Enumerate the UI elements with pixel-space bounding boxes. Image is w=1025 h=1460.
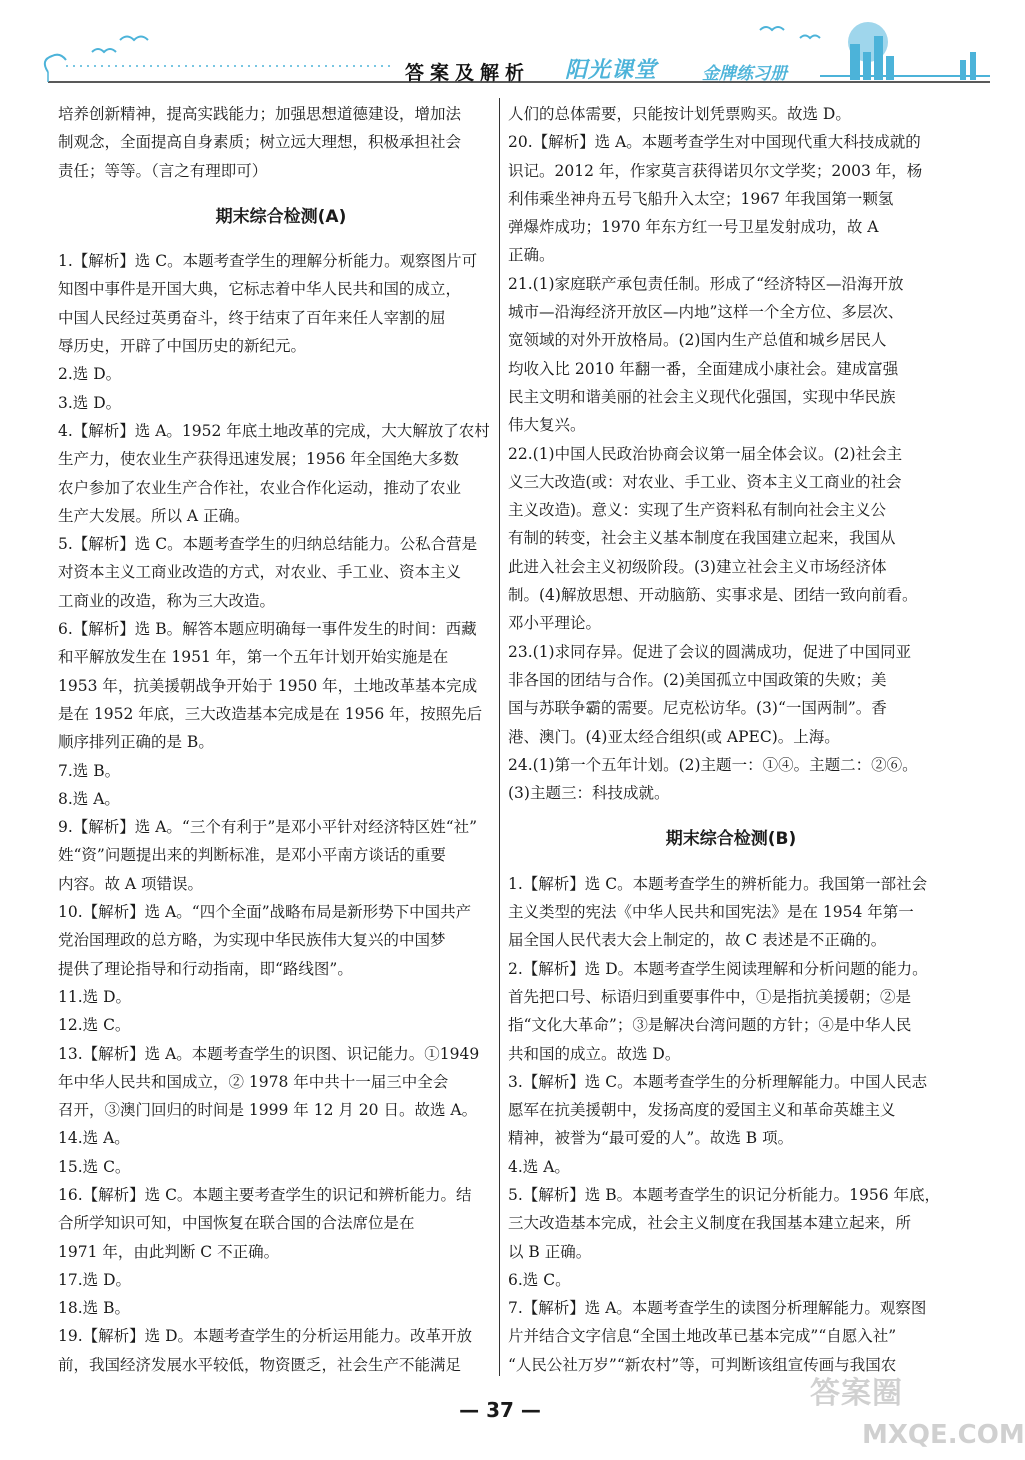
text-line: 正确。 [508,246,555,265]
text-line: 20.【解析】选 A。本题考查学生对中国现代重大科技成就的 [508,133,921,152]
answer-item [58,247,504,360]
text-line: 和平解放发生在 1951 年，第一个五年计划开始实施是在 [58,648,449,667]
answer-item [58,417,504,530]
text-line: (3)主题三：科技成就。 [508,784,670,803]
text-line: 3.选 D。 [58,393,122,412]
text-line: 国与苏联争霸的需要。尼克松访华。(3)“一国两制”。香 [508,699,887,718]
text-line: 辱历史，开辟了中国历史的新纪元。 [58,337,307,356]
brand-subtitle: 金牌练习册 [702,64,787,84]
text-line: 利伟乘坐神舟五号飞船升入太空；1967 年我国第一颗氢 [508,189,894,208]
text-line: 制观念，全面提高自身素质；树立远大理想，积极承担社会 [58,133,462,152]
text-line: 义三大改造(或：对农业、手工业、资本主义工商业的社会 [508,472,902,491]
text-line: 工商业的改造，称为三大改造。 [58,591,276,610]
text-line: 姓“资”问题提出来的判断标准，是邓小平南方谈话的重要 [58,846,446,865]
text-line: 宽领域的对外开放格局。(2)国内生产总值和城乡居民人 [508,331,887,350]
text-line: 对资本主义工商业改造的方式，对农业、手工业、资本主义 [58,563,462,582]
text-line: 23.(1)求同存异。促进了会议的圆满成功，促进了中国同亚 [508,642,912,661]
text-line: 愿军在抗美援朝中，发扬高度的爱国主义和革命英雄主义 [508,1101,896,1120]
text-line: 届全国人民代表大会上制定的，故 C 表述是不正确的。 [508,931,887,950]
text-line: 1.【解析】选 C。本题考查学生的理解分析能力。观察图片可 [58,252,478,271]
text-line: “人民公社万岁”“新农村”等，可判断该组宣传画与我国农 [508,1355,897,1374]
answer-item [508,1266,954,1294]
page-header [0,0,1000,100]
text-line: 11.选 D。 [58,987,132,1006]
answer-item [508,870,954,955]
text-line: 10.【解析】选 A。“四个全面”战略布局是新形势下中国共产 [58,903,472,922]
answer-item [508,270,954,440]
watermark-logo: 答案圈 [810,1376,903,1411]
text-line: 17.选 D。 [58,1270,132,1289]
text-line: 19.【解析】选 D。本题考查学生的分析运用能力。改革开放 [58,1327,473,1346]
text-line: 民主文明和谐美丽的社会主义现代化强国，实现中华民族 [508,387,896,406]
text-line: 弹爆炸成功；1970 年东方红一号卫星发射成功，故 A [508,218,879,237]
text-line: 13.【解析】选 A。本题考查学生的识图、识记能力。①1949 [58,1044,480,1063]
answer-item [508,638,954,751]
text-line: 共和国的成立。故选 D。 [508,1044,681,1063]
answer-item [508,955,954,1068]
bird-icon [120,37,148,41]
left-column [58,100,504,1379]
text-line: 1953 年，抗美援朝战争开始于 1950 年，土地改革基本完成 [58,676,478,695]
answer-item [58,757,504,785]
answer-item [58,360,504,388]
text-line: 城市—沿海经济开放区—内地”这样一个全方位、多层次、 [508,303,904,322]
answer-item [508,1294,954,1379]
answer-item [508,100,954,128]
header-title: 答案及解析 [405,62,531,84]
answer-item [508,751,954,808]
text-line: 生产大发展。所以 A 正确。 [58,506,250,525]
text-line: 三大改造基本完成，社会主义制度在我国基本建立起来，所 [508,1214,912,1233]
text-line: 5.【解析】选 B。本题考查学生的识记分析能力。1956 年底， [508,1185,940,1204]
answer-item [58,530,504,615]
answer-item [58,983,504,1011]
text-line: 精神，被誉为“最可爱的人”。故选 B 项。 [508,1129,794,1148]
text-line: 15.选 C。 [58,1157,131,1176]
section-title: 期末综合检测(A) [215,206,347,227]
right-column [508,100,954,1379]
text-line: 2.选 D。 [58,365,122,384]
answer-item [58,389,504,417]
answer-item [58,1153,504,1181]
text-line: 人们的总体需要，只能按计划凭票购买。故选 D。 [508,105,851,123]
text-line: 7.选 B。 [58,761,121,780]
answer-item [508,1153,954,1181]
answer-item [58,1181,504,1266]
watermark-site: MXQE.COM [862,1420,1025,1450]
answer-item [58,615,504,756]
text-line: 3.【解析】选 C。本题考查学生的分析理解能力。中国人民志 [508,1072,928,1091]
text-line: 18.选 B。 [58,1299,130,1318]
text-line: 党治国理政的总方略，为实现中华民族伟大复兴的中国梦 [58,931,446,950]
text-line: 有制的转变，社会主义基本制度在我国建立起来，我国从 [508,529,896,548]
text-line: 首先把口号、标语归到重要事件中，①是指抗美援朝；②是 [508,987,912,1006]
text-line: 主义改造)。意义：实现了生产资料私有制向社会主义公 [508,501,887,520]
text-line: 21.(1)家庭联产承包责任制。形成了“经济特区—沿海开放 [508,274,904,293]
bird-icon [760,27,784,30]
bird-icon [92,49,116,52]
text-line: 合所学知识可知，中国恢复在联合国的合法席位是在 [58,1214,415,1233]
text-line: 8.选 A。 [58,789,120,808]
answer-item [58,898,504,983]
header-decoration [0,0,1000,100]
text-line: 主义类型的宪法《中华人民共和国宪法》是在 1954 年第一 [508,903,914,922]
text-line: 港、澳门。(4)亚太经合组织(或 APEC)。上海。 [508,727,840,746]
answer-item [58,1294,504,1322]
text-line: 邓小平理论。 [508,614,602,633]
text-line: 2.【解析】选 D。本题考查学生阅读理解和分析问题的能力。 [508,959,928,978]
text-line: 4.【解析】选 A。1952 年底土地改革的完成，大大解放了农村 [58,421,490,440]
text-line: 是在 1952 年底，三大改造基本完成是在 1956 年，按照先后 [58,704,483,723]
answer-item [58,1266,504,1294]
text-line: 中国人民经过英勇奋斗，终于结束了百年来任人宰割的屈 [58,308,446,327]
text-line: 4.选 A。 [508,1157,570,1176]
answer-item [58,1322,504,1379]
text-line: 顺序排列正确的是 B。 [58,733,214,752]
text-line: 1971 年，由此判断 C 不正确。 [58,1242,280,1261]
bird-icon [800,36,820,39]
text-line: 此进入社会主义初级阶段。(3)建立社会主义市场经济体 [508,557,887,576]
text-line: 责任；等等。（言之有理即可） [58,161,268,180]
text-line: 伟大复兴。 [508,416,586,435]
text-line: 召开，③澳门回归的时间是 1999 年 12 月 20 日。故选 A。 [58,1101,478,1120]
text-line: 培养创新精神，提高实践能力；加强思想道德建设，增加法 [58,105,462,123]
text-line: 识记。2012 年，作家莫言获得诺贝尔文学奖；2003 年，杨 [508,161,923,180]
answer-item [58,813,504,898]
answer-item [508,440,954,638]
text-line: 9.【解析】选 A。“三个有利于”是邓小平针对经济特区姓“社” [58,818,478,837]
text-line: 24.(1)第一个五年计划。(2)主题一：①④。主题二：②⑥。 [508,755,918,774]
text-line: 年中华人民共和国成立，② 1978 年中共十一届三中全会 [58,1072,449,1091]
section-title: 期末综合检测(B) [665,829,797,850]
text-line: 6.【解析】选 B。解答本题应明确每一事件发生的时间：西藏 [58,620,477,639]
answer-item [58,1124,504,1152]
answer-item [58,785,504,813]
answer-item [58,1040,504,1125]
answer-item [58,1011,504,1039]
page-number: — 37 — [459,1398,541,1422]
text-line: 片并结合文字信息“全国土地改革已基本完成”“自愿入社” [508,1327,897,1346]
text-line: 6.选 C。 [508,1270,571,1289]
text-line: 指“文化大革命”；③是解决台湾问题的方针；④是中华人民 [508,1016,912,1035]
text-line: 知图中事件是开国大典，它标志着中华人民共和国的成立， [58,280,462,299]
text-line: 农户参加了农业生产合作社，农业合作化运动，推动了农业 [58,478,462,497]
text-line: 内容。故 A 项错误。 [58,874,204,893]
text-line: 制。(4)解放思想、开动脑筋、实事求是、团结一致向前看。 [508,586,918,605]
text-line: 16.【解析】选 C。本题主要考查学生的识记和辨析能力。结 [58,1185,472,1204]
text-line: 生产力，使农业生产获得迅速发展；1956 年全国绝大多数 [58,450,459,469]
text-line: 14.选 A。 [58,1129,130,1148]
text-line: 前，我国经济发展水平较低，物资匮乏，社会生产不能满足 [58,1355,462,1374]
text-line: 22.(1)中国人民政治协商会议第一届全体会议。(2)社会主 [508,444,903,463]
text-line: 1.【解析】选 C。本题考查学生的辨析能力。我国第一部社会 [508,874,928,893]
text-line: 5.【解析】选 C。本题考查学生的归纳总结能力。公私合营是 [58,535,478,554]
answer-item [508,1181,954,1266]
text-line: 12.选 C。 [58,1016,131,1035]
building-icon [850,44,860,80]
text-line: 均收入比 2010 年翻一番，全面建成小康社会。建成富强 [508,359,899,378]
text-line: 以 B 正确。 [508,1242,592,1261]
text-line: 7.【解析】选 A。本题考查学生的读图分析理解能力。观察图 [508,1299,927,1318]
brand-name: 阳光课堂 [565,58,658,83]
text-line: 非各国的团结与合作。(2)美国孤立中国政策的失败；美 [508,670,887,689]
answer-item [58,100,504,185]
answer-item [508,1068,954,1153]
answer-item [508,128,954,269]
text-line: 提供了理论指导和行动指南，即“路线图”。 [58,959,353,978]
